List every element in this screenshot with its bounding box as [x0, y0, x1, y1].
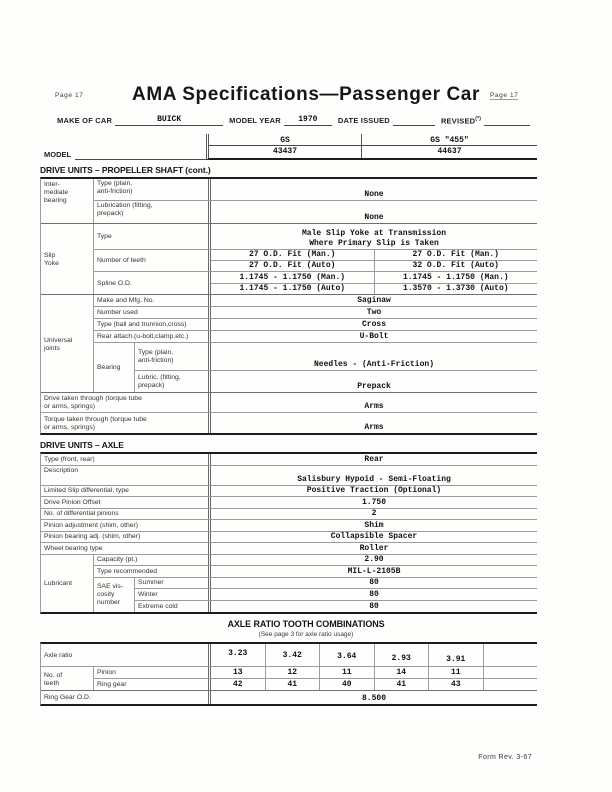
- table-row: [94, 201, 537, 223]
- axle-ratio-table: [40, 642, 537, 706]
- date-issued-field: [393, 114, 435, 126]
- make-of-car-label: MAKE OF CAR: [57, 116, 113, 125]
- spec-label: Rear attach.(u-bolt,clamp,etc.): [94, 331, 211, 342]
- spec-label: Type recommended: [94, 566, 211, 577]
- slip-yoke-label: Slip Yoke: [41, 224, 94, 294]
- spec-value: 27 O.D. Fit (Auto): [249, 261, 336, 270]
- section-title-propeller-shaft: DRIVE UNITS – PROPELLER SHAFT (cont.): [40, 165, 211, 175]
- table-row: [41, 393, 537, 413]
- spec-label: Wheel bearing type: [41, 543, 211, 554]
- axle-ratio-value: 2.93: [391, 654, 411, 663]
- spec-label: Winter: [135, 589, 211, 600]
- spec-value: Where Primary Slip is Taken: [309, 239, 439, 248]
- spec-label: Number used: [94, 307, 211, 318]
- intermediate-bearing-label: Inter- mediate bearing: [41, 179, 94, 223]
- pinion-teeth-value: 14: [396, 667, 407, 677]
- spec-label: Description: [41, 466, 211, 485]
- table-row: [94, 250, 537, 272]
- ring-gear-teeth-value: 41: [287, 680, 298, 689]
- spec-label: Make and Mfg. No.: [94, 295, 211, 306]
- model-label: MODEL: [44, 150, 72, 159]
- ring-gear-label: Ring gear: [94, 679, 211, 691]
- table-row: [94, 272, 537, 294]
- page-number-left: Page 17: [55, 92, 84, 99]
- spec-label: Drive Pinion Offset: [41, 497, 211, 508]
- slip-yoke-group: [41, 224, 537, 295]
- table-row: [41, 532, 537, 544]
- revised-field: [484, 114, 530, 126]
- model-line: [44, 134, 537, 160]
- spec-label: Type: [94, 224, 211, 249]
- model-number: 43437: [272, 147, 297, 156]
- spec-value: None: [364, 213, 384, 222]
- date-issued-label: DATE ISSUED: [337, 116, 390, 125]
- make-of-car-value: BUICK: [157, 115, 182, 124]
- spec-label: Limited Slip differential, type: [41, 486, 211, 497]
- axle-ratio-value: 3.91: [446, 655, 466, 664]
- spec-value: Prepack: [357, 382, 391, 391]
- spec-value: 80: [369, 589, 379, 599]
- page-number-right: Page 17: [490, 92, 519, 99]
- spec-label: Type (ball and trunnion,cross): [94, 319, 211, 330]
- spec-value: 1.1745 - 1.1750 (Auto): [239, 284, 346, 293]
- lubricant-label: Lubricant: [41, 555, 94, 613]
- model-columns: [206, 134, 537, 160]
- vehicle-id-line: [57, 114, 540, 126]
- table-row: [41, 497, 537, 509]
- pinion-label: Pinion: [94, 667, 211, 678]
- spec-value: Arms: [364, 423, 384, 432]
- spec-label: Spline O.D.: [94, 272, 211, 294]
- spec-value: 1.750: [361, 497, 386, 507]
- spec-value: Cross: [361, 320, 386, 329]
- spec-value: Collapsible Spacer: [330, 532, 418, 541]
- table-row: [135, 589, 537, 601]
- spec-value: Shim: [364, 520, 384, 530]
- spec-value: 2: [371, 509, 377, 518]
- table-row: [41, 520, 537, 532]
- table-row: [41, 509, 537, 521]
- model-number: 44637: [437, 147, 462, 156]
- pinion-teeth-value: 11: [450, 667, 461, 677]
- spec-value: Positive Traction (Optional): [306, 486, 442, 495]
- spec-value: 80: [369, 578, 379, 587]
- model-year-label: MODEL YEAR: [229, 116, 281, 125]
- table-row: [94, 295, 537, 307]
- propeller-shaft-table: [40, 177, 537, 435]
- sae-viscosity-subgroup: [94, 578, 537, 613]
- bearing-label: Bearing: [94, 343, 135, 392]
- spec-value: Saginaw: [357, 296, 391, 305]
- spec-value: 1.1745 - 1.1750 (Man.): [211, 273, 374, 284]
- spec-value: U-Bolt: [359, 332, 389, 341]
- spec-value: Two: [366, 308, 382, 317]
- ring-gear-teeth-row: [94, 679, 537, 691]
- no-of-teeth-label: No. of teeth: [41, 667, 94, 690]
- sae-viscosity-label: SAE vis- cosity number: [94, 578, 135, 613]
- model-name: GS: [209, 134, 361, 146]
- form-revision-note: Form Rev. 3-67: [478, 754, 532, 761]
- table-row: [94, 555, 537, 567]
- bearing-subgroup: [94, 343, 537, 392]
- spec-label: Lubrication (fitting, prepack): [94, 201, 211, 223]
- pinion-teeth-value: 11: [341, 667, 352, 677]
- model-year-field: [284, 114, 332, 126]
- spec-label: Extreme cold: [135, 601, 211, 613]
- table-row: [41, 413, 537, 433]
- model-column: [362, 134, 537, 158]
- table-row: [41, 454, 537, 466]
- axle-ratio-value: 3.23: [228, 649, 248, 658]
- spec-label: Capacity (pt.): [94, 555, 211, 566]
- pinion-teeth-row: [94, 667, 537, 679]
- spec-label: Type (plain, anti-friction): [135, 343, 211, 370]
- table-row: [94, 179, 537, 201]
- ring-gear-teeth-value: 43: [450, 680, 461, 689]
- table-row: [94, 566, 537, 578]
- revised-label: REVISED(*): [440, 115, 482, 125]
- spec-value: Male Slip Yoke at Transmission: [301, 229, 447, 238]
- section-title-axle: DRIVE UNITS – AXLE: [40, 440, 124, 450]
- spec-value: 27 O.D. Fit (Man.): [375, 250, 538, 261]
- table-row: [41, 466, 537, 486]
- universal-joints-group: [41, 295, 537, 393]
- pinion-teeth-value: 12: [287, 667, 298, 677]
- model-year-value: 1970: [298, 115, 318, 124]
- spec-label: Torque taken through (torque tube or arms, springs): [41, 413, 211, 433]
- spec-value: 27 O.D. Fit (Man.): [211, 250, 374, 261]
- make-of-car-field: [115, 114, 223, 126]
- table-row: [135, 343, 537, 371]
- ratio-section-subtitle: (See page 3 for axle ratio usage): [258, 631, 354, 638]
- spec-label: Number of teeth: [94, 250, 211, 271]
- lubricant-group: [41, 555, 537, 613]
- spec-value: 80: [369, 602, 379, 611]
- page-title: AMA Specifications—Passenger Car: [132, 84, 480, 105]
- table-row: [94, 331, 537, 343]
- spec-label: Type (plain, anti-friction): [94, 179, 211, 200]
- ring-gear-teeth-value: 42: [232, 680, 243, 689]
- universal-joints-label: Universal joints: [41, 295, 94, 392]
- spec-value: Salisbury Hypoid - Semi-Floating: [297, 474, 451, 484]
- spec-label: Summer: [135, 578, 211, 589]
- axle-table: [40, 452, 537, 614]
- page-header: [0, 0, 612, 110]
- table-row: [135, 371, 537, 392]
- table-row: [94, 319, 537, 331]
- ring-gear-od-value: 8.500: [361, 694, 386, 703]
- ring-gear-teeth-value: 41: [396, 680, 407, 689]
- spec-label: Pinion adjustment (shim, other): [41, 520, 211, 531]
- model-field-rule: [75, 159, 206, 160]
- spec-label: Lubric. (fitting, prepack): [135, 371, 211, 392]
- spec-label: Pinion bearing adj. (shim, other): [41, 532, 211, 543]
- ring-gear-od-row: [41, 691, 537, 704]
- spec-value: 1.1745 - 1.1750 (Man.): [375, 273, 538, 284]
- ring-gear-teeth-value: 40: [341, 680, 352, 689]
- table-row: [94, 307, 537, 319]
- axle-ratio-value: 3.42: [282, 651, 302, 660]
- spec-value: 2.90: [364, 555, 384, 564]
- spec-value: Arms: [364, 402, 384, 411]
- table-row: [135, 601, 537, 613]
- intermediate-bearing-group: [41, 179, 537, 224]
- axle-ratio-label: Axle ratio: [41, 644, 211, 666]
- model-name: GS "455": [362, 134, 537, 146]
- spec-value: None: [364, 190, 384, 199]
- axle-ratio-value: 3.64: [337, 652, 357, 661]
- spec-label: Type (front, rear): [41, 454, 211, 465]
- table-row: [135, 578, 537, 590]
- model-column: [209, 134, 362, 158]
- spec-value: 1.3570 - 1.3730 (Auto): [402, 284, 509, 293]
- table-row: [94, 224, 537, 250]
- spec-value: Needles - (Anti-Friction): [313, 360, 435, 369]
- teeth-count-group: [41, 667, 537, 691]
- spec-label: No. of differential pinions: [41, 509, 211, 520]
- spec-value: Rear: [364, 454, 384, 464]
- ratio-section-title: AXLE RATIO TOOTH COMBINATIONS: [227, 619, 385, 629]
- pinion-teeth-value: 13: [232, 667, 243, 677]
- table-row: [41, 543, 537, 555]
- table-row: [41, 486, 537, 498]
- axle-ratio-row: [41, 644, 537, 667]
- ring-gear-od-label: Ring Gear O.D.: [41, 691, 211, 704]
- spec-value: MIL-L-2105B: [347, 566, 401, 576]
- revised-footnote-mark: (*): [475, 115, 482, 122]
- spec-value: Roller: [359, 543, 389, 553]
- spec-value: 32 O.D. Fit (Auto): [412, 261, 499, 270]
- spec-label: Drive taken through (torque tube or arms, springs): [41, 393, 211, 412]
